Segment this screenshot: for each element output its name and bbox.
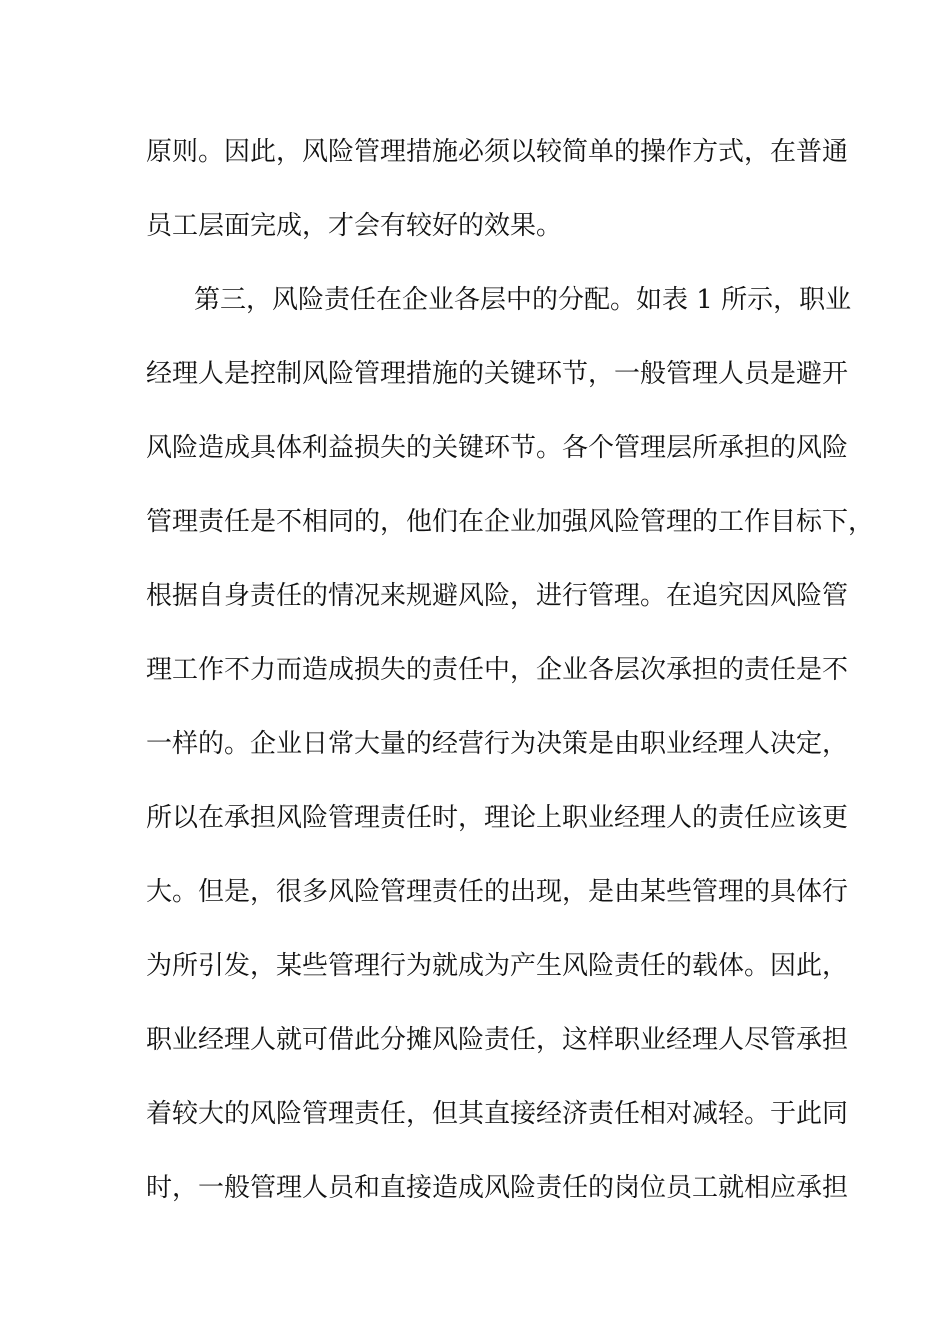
body-text [146,132,875,1242]
text-line: 一样的。企业日常大量的经营行为决策是由职业经理人决定， [146,729,849,759]
text-line: 所以在承担风险管理责任时，理论上职业经理人的责任应该更 [146,803,849,833]
text-line: 大。但是，很多风险管理责任的出现，是由某些管理的具体行 [146,877,849,907]
text-line: 原则。因此，风险管理措施必须以较简单的操作方式，在普通 [146,137,849,167]
text-line: 经理人是控制风险管理措施的关键环节，一般管理人员是避开 [146,359,849,389]
text-line: 职业经理人就可借此分摊风险责任，这样职业经理人尽管承担 [146,1025,849,1055]
paragraph-start-line: 第三，风险责任在企业各层中的分配。如表 1 所示，职业 [194,285,852,315]
text-line: 着较大的风险管理责任，但其直接经济责任相对减轻。于此同 [146,1099,849,1129]
text-line: 风险造成具体利益损失的关键环节。各个管理层所承担的风险 [146,433,849,463]
text-line: 员工层面完成，才会有较好的效果。 [146,211,563,241]
text-line: 根据自身责任的情况来规避风险，进行管理。在追究因风险管 [146,581,849,611]
text-line: 为所引发，某些管理行为就成为产生风险责任的载体。因此， [146,951,849,981]
text-line: 管理责任是不相同的，他们在企业加强风险管理的工作目标下， [146,507,875,537]
text-line: 时，一般管理人员和直接造成风险责任的岗位员工就相应承担 [146,1173,849,1203]
text-line: 理工作不力而造成损失的责任中，企业各层次承担的责任是不 [146,655,849,685]
